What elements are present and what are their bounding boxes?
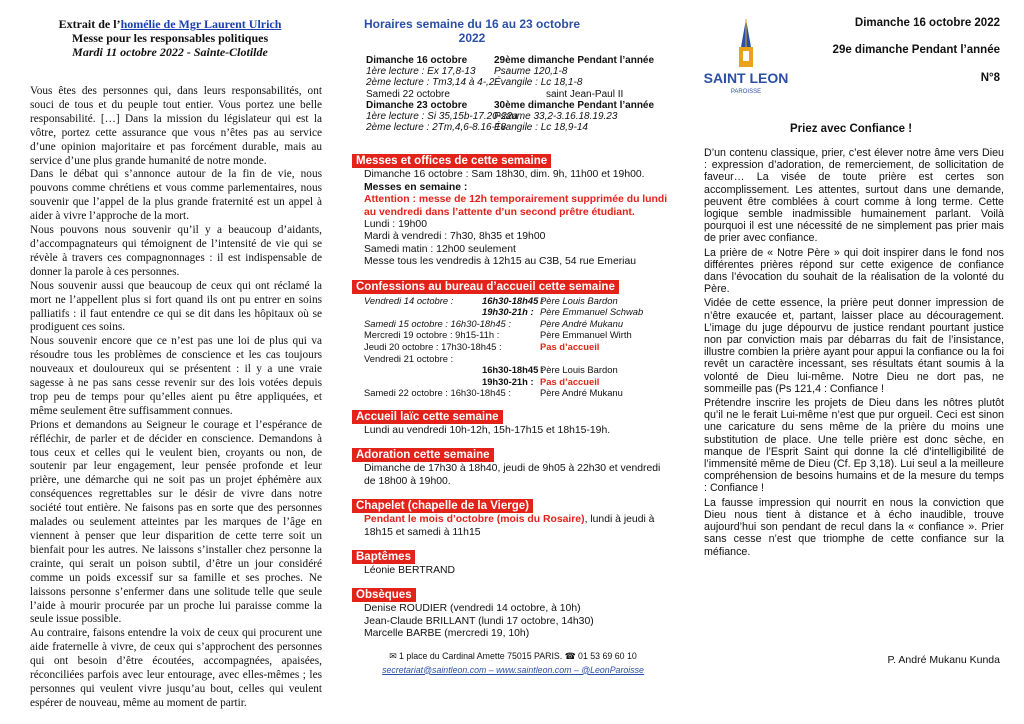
editorial-paragraph: La fausse impression qui nourrit en nous la conviction que Dieu nous tient à distance et à écho inaudible, trouve aujourd’hui son pendant de recul dans la « confiance ». Prier sans cesse n’est que triomphe de cette confiance sur la méfiance.: [704, 496, 1004, 558]
homily-subtitle: Messe pour les responsables politiques: [71, 31, 269, 45]
church-logo-icon: [703, 17, 789, 97]
homily-paragraph: Nous pouvons nous souvenir qu’il y a beaucoup d’aidants, d’accompagnateurs qui témoignent de l’intensité de vie qui se révèle à travers ces compagnonnages : il est indispensable de donner la parole à ces personnes.: [30, 224, 322, 278]
confession-row: 19h30-21h : Pas d’accueil: [482, 375, 600, 387]
masses-line: Messe tous les vendredis à 12h15 au C3B, 54 rue Emeriau: [364, 256, 637, 268]
homily-paragraph: Vous êtes des personnes qui, dans leurs responsabilités, ont souci de tous et du peuple tout entier. Vous portez une belle responsabilité. […] Dans la mission du législateur qui est la vôtre, portez cette assurance que vous n’êtes pas au service d’une opinion majoritaire et pas forcément durable, mais au service d’une plus grande humanité de notre monde.: [30, 85, 322, 167]
reading-row: Samedi 22 octobre saint Jean-Paul II: [366, 88, 624, 100]
editorial-paragraph: Vidée de cette essence, la prière peut donner impression de n’être exaucée et, partant, laisser place au découragement. L’image du juge dépourvu de justice rendant pourtant justice non par conviction mais par débarras du fait de l’insistance, illustre combien la prière ayant pour appui la confiance ou la foi revêt un caractère incessant, ses résultats étant soumis à la volonté de Dieu lui-même. Notre Dieu ne dort pas, ne sommeille pas (Ps 121,4 : Confiance !: [704, 297, 1004, 395]
obseque-name: Jean-Claude BRILLANT (lundi 17 octobre, 14h30): [364, 615, 594, 627]
obseques-heading: Obsèques: [352, 588, 416, 602]
sunday-name: 29e dimanche Pendant l’année: [832, 44, 1000, 56]
bapteme-name: Léonie BERTRAND: [364, 564, 456, 576]
homily-body: [30, 85, 322, 711]
masses-line: Mardi à vendredi : 7h30, 8h35 et 19h00: [364, 231, 546, 243]
reading-row: Dimanche 23 octobre 30ème dimanche Pendant l’année: [366, 99, 655, 111]
schedule-column: [352, 0, 674, 675]
confession-row: 19h30-21h : Père Emmanuel Schwab: [482, 306, 644, 318]
schedule-title: Horaires semaine du 16 au 23 octobre 2022: [363, 17, 581, 45]
readings-table: [366, 55, 674, 133]
masses-sunday: Dimanche 16 octobre : Sam 18h30, dim. 9h, 11h00 et 19h00.: [364, 169, 645, 181]
homily-header: [0, 17, 340, 59]
masses-line: Samedi matin : 12h00 seulement: [364, 243, 516, 255]
chapelet-section: [352, 496, 674, 539]
obseque-name: Marcelle BARBE (mercredi 19, 10h): [364, 628, 530, 640]
accueil-text: Lundi au vendredi 10h-12h, 15h-17h15 et 18h15-19h.: [364, 424, 611, 436]
chapelet-red-text: Pendant le mois d’octobre (mois du Rosaire): [364, 514, 585, 526]
adoration-text: Dimanche de 17h30 à 18h40, jeudi de 9h05 à 22h30 et vendredi de 18h00 à 19h00.: [364, 463, 661, 487]
masses-heading: Messes et offices de cette semaine: [352, 154, 551, 168]
editorial-body: [704, 147, 1004, 560]
logo-sub: PAROISSE: [730, 89, 762, 95]
confession-row: Vendredi 21 octobre :: [364, 352, 454, 364]
confession-row: Samedi 22 octobre : 16h30-18h45 : Père André Mukanu: [364, 387, 623, 399]
homily-date: Mardi 11 octobre 2022 - Sainte-Clotilde: [72, 45, 268, 59]
logo-text: SAINT LEON: [703, 70, 789, 86]
masses-attention: Attention : messe de 12h temporairement supprimée du lundi au vendredi dans l’attente d’un second prêtre étudiant.: [364, 194, 668, 218]
homily-column: [0, 0, 340, 711]
reading-row: 2ème lecture : Tm3,14 à 4-,2 Évangile : Lc 18,1-8: [366, 77, 583, 89]
homily-paragraph: Dans le débat qui s’annonce autour de la fin de vie, nous pouvons comme chrétiens et vous comme parlementaires, nous souvenir que l’appel de la plus grande fraternité est un appel à aider à vivre l’approche de la mort.: [30, 168, 322, 223]
reading-row: Dimanche 16 octobre 29ème dimanche Pendant l’année: [366, 55, 655, 66]
adoration-heading: Adoration cette semaine: [352, 448, 494, 462]
masses-line: Lundi : 19h00: [364, 218, 427, 230]
editorial-column: [690, 0, 1024, 724]
footer-links[interactable]: secretariat@saintleon.com – www.saintleon.com – @LeonParoisse: [382, 664, 644, 675]
editorial-paragraph: D’un contenu classique, prier, c’est élever notre âme vers Dieu : expression d’adoration, de remerciement, de sollicitation de faveur… La visée de toute prière est certes son accomplissement. Les attentes, surtout dans une demande, peuvent être comblées à court comme à long terme. Cette logique semble inadmissible humainement parlant. Voilà pourquoi il est une nécessité de ne simplement pas prier mais de prier avec confiance.: [704, 147, 1004, 245]
confession-row: Mercredi 19 octobre : 9h15-11h : Père Emmanuel Wirth: [364, 329, 632, 341]
editorial-paragraph: La prière de « Notre Père » qui doit inspirer dans le fond nos différentes prières répond sur cette exigence de confiance dans l’évocation du souhait de la réalisation de la volonté du Père.: [704, 246, 1004, 296]
accueil-heading: Accueil laïc cette semaine: [352, 410, 503, 424]
baptemes-heading: Baptêmes: [352, 550, 415, 564]
reading-row: 2ème lecture : 2Tm,4,6-8.16-18 Évangile : Lc 18,9-14: [366, 122, 588, 134]
chapelet-text: , lundi à jeudi à 18h15 et samedi à 11h15: [364, 514, 655, 538]
baptemes-section: [352, 547, 674, 577]
adoration-section: [352, 445, 674, 488]
chapelet-heading: Chapelet (chapelle de la Vierge): [352, 499, 533, 513]
homily-link[interactable]: homélie de Mgr Laurent Ulrich: [120, 17, 282, 31]
footer-address: ✉ 1 place du Cardinal Amette 75015 PARIS. ☎ 01 53 69 60 10: [389, 650, 637, 661]
confessions-section: [352, 277, 674, 399]
confession-row: 16h30-18h45 : Père Louis Bardon: [482, 364, 618, 376]
confession-row: Vendredi 14 octobre : 16h30-18h45 : Père Louis Bardon: [364, 294, 618, 306]
editorial-paragraph: Prétendre inscrire les projets de Dieu dans les nôtres plutôt qu’il ne le ferait Lui-même n’est que pur orgueil. Ceci est sinon une caricature du sens même de la prière du moins une substitution de place. Une telle prière est donc sèche, en manque de l’Esprit Saint qui donne la clé d’intelligibilité de l’immensité même de Dieu (Cf. Ep 3,18). Lui seul a la meilleure compréhension de besoins humains et de la mesure du temps : Confiance !: [704, 397, 1004, 495]
obseque-name: Denise ROUDIER (vendredi 14 octobre, à 10h): [364, 603, 581, 615]
confession-row: Jeudi 20 octobre : 17h30-18h45 : Pas d’accueil: [364, 340, 600, 352]
homily-paragraph: Prions et demandons au Seigneur le courage et l’espérance de réfléchir, de parler et de décider en conscience. Demandons à tous ceux et celles qui le veulent bien, croyants ou non, de soutenir par leur engagement, leur pensée profonde et leur prière, une démarche qui ne soit pas un projet éphémère aux conséquences regrettables sur le désir de vivre dans notre société tout entière. Ne faisons pas en sorte que des personnes malades ou seulement atteintes par les marques de l’âge en viennent à penser que leur disparition de cette terre soit un bienfait pour les autres. Ne laissons s’installer chez personne la crainte, qui serait un poison subtil, d’être un jour considéré comme un poids excessif sur sa famille et ses proches. Ne laissons personne s’enfermer dans une solitude telle que seule l’aide à mourir procurée par un proche lui paraisse comme la seule issue possible.: [30, 418, 322, 626]
homily-paragraph: Au contraire, faisons entendre la voix de ceux qui procurent une aide fraternelle à vivre, de ceux qui s’approchent des personnes qui ont besoin d’être écoutées, accompagnées, apaisées, réconciliées parfois avec leur entourage, avec elles-mêmes ; les personnes qui veulent vivre jusqu’au bout, celles qui veulent espérer de nouveau, même au moment de partir.: [30, 627, 322, 709]
reading-row: 1ère lecture : Si 35,15b-17.20-22a Psaume 33,2-3.16.18.19.23: [366, 110, 618, 122]
editorial-title: Priez avec Confiance !: [790, 123, 913, 135]
issue-number: N°8: [980, 72, 1000, 84]
masses-section: [352, 151, 674, 268]
issue-date: Dimanche 16 octobre 2022: [854, 17, 1000, 29]
confession-row: Samedi 15 octobre : 16h30-18h45 : Père André Mukanu: [364, 317, 624, 329]
parish-logo: [703, 17, 789, 97]
accueil-section: [352, 407, 674, 437]
homily-head-prefix: Extrait de l’: [58, 17, 121, 31]
confessions-heading: Confessions au bureau d’accueil cette semaine: [352, 280, 619, 294]
reading-row: 1ère lecture : Ex 17,8-13 Psaume 120,1-8: [366, 66, 568, 78]
editorial-signature: P. André Mukanu Kunda: [887, 654, 1000, 666]
homily-paragraph: Nous souvenir encore que ce n’est pas une loi de plus qui va résoudre tous les problèmes de conscience et les cas toujours nouveaux et douloureux qui se présentent : il y a une vraie sagesse à ne pas sans cesse revenir sur des lois votées depuis trop peu de temps pour qu’elles aient pu être appliquées, et même seulement être suffisamment connues.: [30, 335, 322, 417]
obseques-section: [352, 585, 674, 640]
masses-week-label: Messes en semaine :: [364, 181, 468, 193]
homily-paragraph: Nous souvenir aussi que beaucoup de ceux qui ont réclamé la mort ne l’appellent plus si fort quand ils ont pu entrer en soins palliatifs : il faut entendre ce qui se dit dans les hôpitaux où se prodiguent ces soins.: [30, 279, 322, 334]
